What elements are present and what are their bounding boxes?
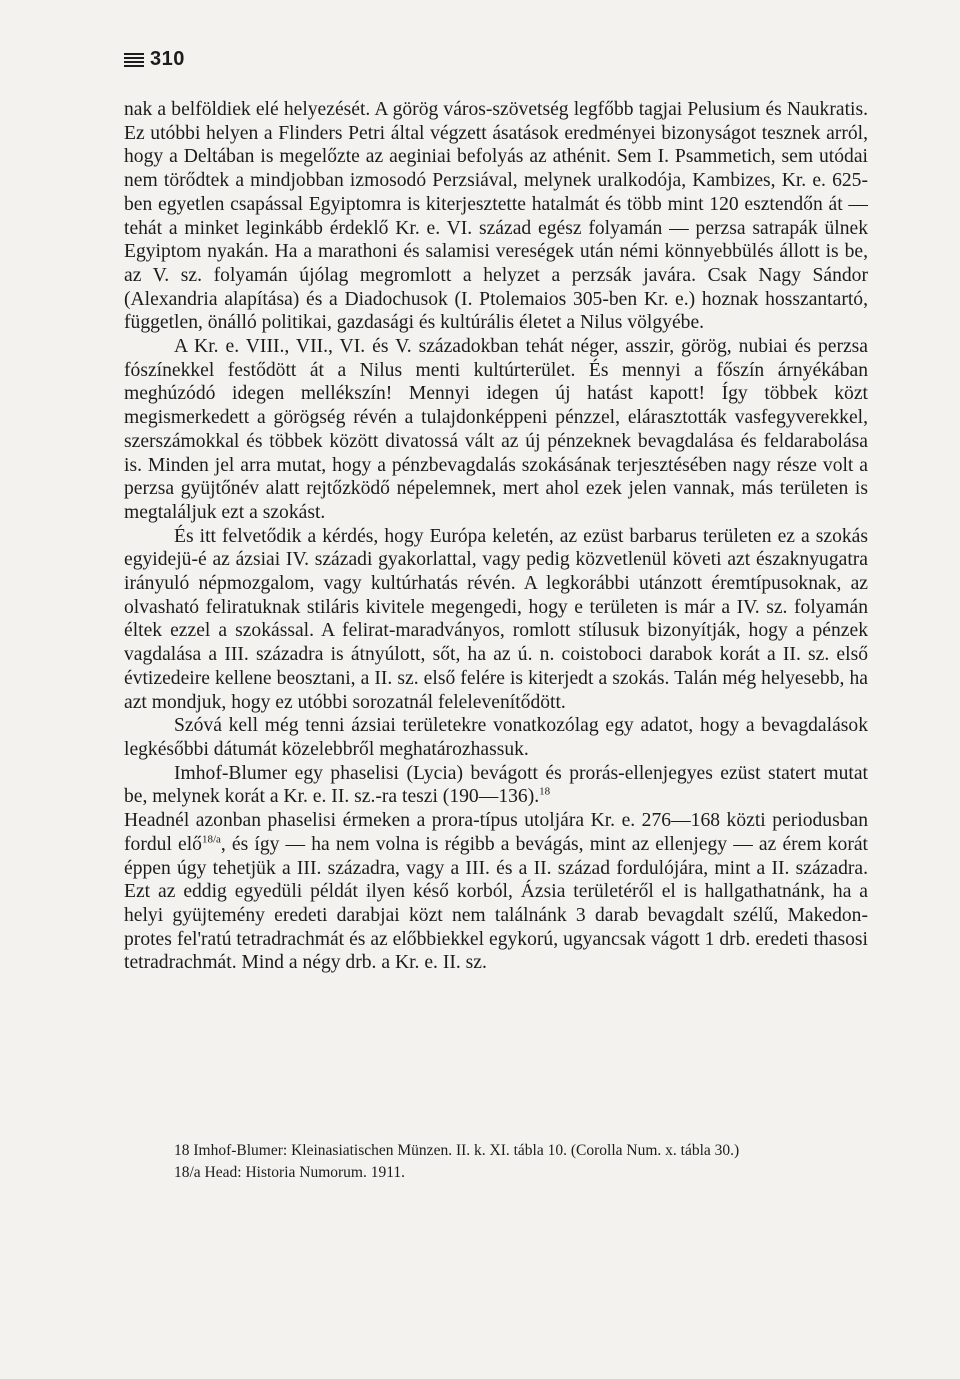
page-header (124, 48, 185, 71)
menu-icon (124, 53, 144, 67)
page-number: 310 (150, 48, 185, 70)
footnote: 18 Imhof-Blumer: Kleinasiatischen Münzen. II. k. XI. tábla 10. (Corolla Num. x. tábla 30.) (174, 1142, 740, 1159)
paragraph-text: Imhof-Blumer egy phaselisi (Lycia) bevágott és prorás-ellenjegyes ezüst statert mutat be, melynek korát a Kr. e. II. sz.-ra teszi (190—136). (124, 762, 868, 808)
footnote-ref: 18 (539, 785, 551, 798)
paragraph (124, 809, 868, 975)
paragraph: Szóvá kell még tenni ázsiai területekre vonatkozólag egy adatot, hogy a bevagdalások legkésőbbi dátumát közelebbről meghatározhassuk. (124, 715, 868, 760)
footnote-ref: 18/a (201, 833, 221, 846)
footnotes (124, 1140, 868, 1184)
paragraph-text: , és így — ha nem volna is régibb a bevágás, mint az ellenjegy — az érem korát éppen úgy tehetjük a III. századra, vagy a III. és a II. század fordulójára, mint a II. századra. Ezt az eddig egyedüli példát ilyen késő korból, Ázsia területéről el is hallgathatnánk, ha a helyi gyüjtemény eredeti darabjai közt nem találnánk 3 darab bevagdalt szélű, Makedon-protes fel'ratú tetradrachmát és az előbbiekkel egykorú, ugyancsak vágott 1 drb. eredeti thasosi tetradrachmát. Mind a négy drb. a Kr. e. II. sz. (124, 833, 868, 974)
paragraph: A Kr. e. VIII., VII., VI. és V. századokban tehát néger, asszir, görög, nubiai és perzsa fószínekkel festődött át a Nilus menti kultúrterület. És mennyi a főszín árnyékában meghúzódó idegen mellékszín! Mennyi idegen új hatást kapott! Így többek közt megismerkedett a görögség révén a tulajdonképpeni pénzzel, elárasztották vasfegyverekkel, szerszámokkal és többek között divatossá vált az új pénzeknek bevagdalása és feldarabolása is. Minden jel arra mutat, hogy a pénzbevagdalás szokásának terjesztésében nagy része volt a perzsa gyüjtőnév alatt rejtőzködő népelemnek, mert ahol ezek jelen vannak, más területen is megtaláljuk ezt a szokást. (124, 336, 868, 523)
footnote: 18/a Head: Historia Numorum. 1911. (174, 1164, 406, 1181)
paragraph: És itt felvetődik a kérdés, hogy Európa keletén, az ezüst barbarus területen ez a szokás egyidejü-é az ázsiai IV. századi gyakorlattal, vagy pedig közvetlenül követi azt északnyugatra irányuló népmozgalom, vagy kultúrhatás révén. A legkorábbi utánzott éremtípusoknak, az olvasható feliratuknak stiláris kivitele megengedi, hogy e területen is már a IV. sz. folyamán éltek ezzel a szokással. A felirat-maradványos, romlott stílusuk bizonyítják, hogy a pénzek vagdalása a III. századra is átnyúlott, sőt, ha az ú. n. coistoboci darabok korát a II. sz. első évtizedeire kellene beosztani, a II. sz. első felére is kiterjedt a szokás. Talán még helyesebb, ha azt mondjuk, hogy ez utóbbi sorozatnál felelevenítődött. (124, 525, 868, 713)
paragraph: nak a belföldiek elé helyezését. A görög város-szövetség legfőbb tagjai Pelusium és Naukratis. Ez utóbbi helyen a Flinders Petri által végzett ásatások eredményei bizonyságot tesznek arról, hogy a Deltában is megelőzte az aeginiai befolyás az athénit. Sem I. Psammetich, sem utódai nem törődtek a mindjobban izmosodó Perzsiával, melynek uralkodója, Kambizes, Kr. e. 625-ben egyetlen csapással Egyiptomra is kiterjesztette hatalmát és több mint 120 esztendőn át — tehát a minket leginkább érdeklő Kr. e. VI. század egész folyamán — perzsa satrapák ülnek Egyiptom nyakán. Ha a marathoni és salamisi vereségek után némi könnyebbülés állott is be, az V. sz. folyamán újólag megromlott a helyzet a perzsák javára. Csak Nagy Sándor (Alexandria alapítása) és a Diadochusok (I. Ptolemaios 305-ben Kr. e.) hoznak hosszantartó, független, önálló politikai, gazdasági és kultúrális életet a Nilus völgyébe. (124, 99, 868, 334)
paragraph (124, 762, 868, 809)
paragraph-text: Headnél azonban phaselisi érmeken a prora-típus utoljára Kr. e. 276—168 közti periodusban fordul elő (124, 810, 868, 855)
body-text (124, 98, 868, 975)
